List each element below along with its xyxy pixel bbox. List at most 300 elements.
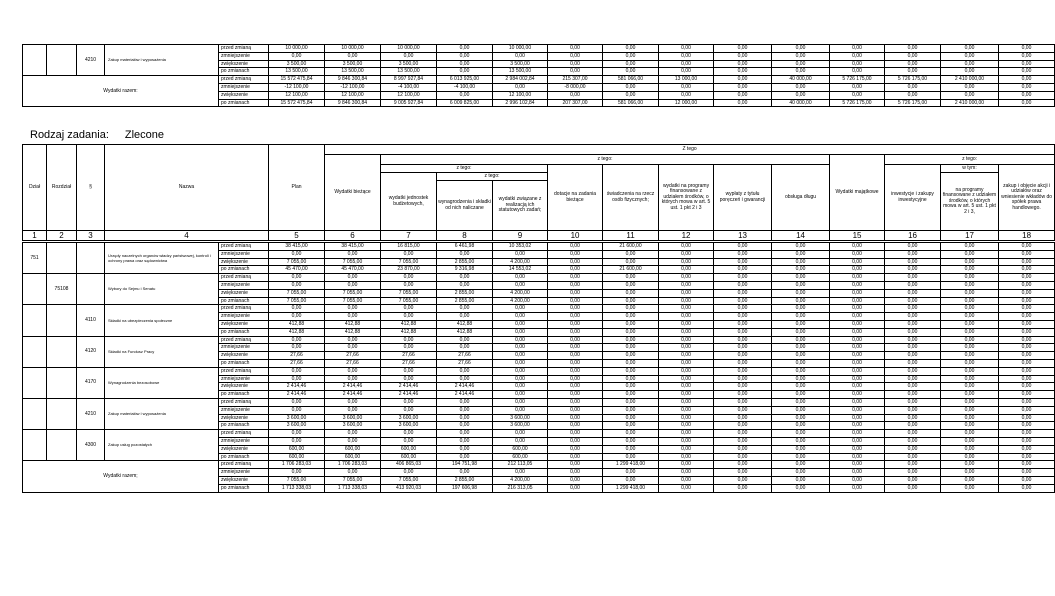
value-cell: 7 055,00: [381, 476, 437, 484]
row-label: zwiększenie: [219, 383, 269, 391]
value-cell: 0,00: [269, 437, 325, 445]
value-cell: 0,00: [885, 453, 941, 461]
header-majatkowe: Wydatki majątkowe: [830, 155, 885, 231]
value-cell: 0,00: [659, 344, 714, 352]
value-cell: 9 846 300,84: [325, 99, 381, 107]
value-cell: 0,00: [381, 375, 437, 383]
value-cell: 38 415,00: [269, 243, 325, 251]
header-wynagrodzenia: wynagrodzenia i składki od nich naliczane: [437, 181, 493, 231]
value-cell: 0,00: [603, 258, 659, 266]
column-header: [22, 144, 1055, 241]
table-row: [23, 398, 1055, 406]
value-cell: 0,00: [714, 375, 772, 383]
value-cell: 0,00: [548, 352, 603, 360]
value-cell: 27,66: [381, 352, 437, 360]
value-cell: 0,00: [714, 45, 772, 53]
value-cell: 0,00: [603, 359, 659, 367]
value-cell: 0,00: [885, 430, 941, 438]
value-cell: 0,00: [772, 453, 830, 461]
value-cell: 0,00: [941, 375, 999, 383]
value-cell: 14 553,02: [493, 266, 548, 274]
value-cell: 0,00: [772, 83, 830, 91]
value-cell: 0,00: [714, 281, 772, 289]
value-cell: 2 984 002,84: [493, 76, 548, 84]
value-cell: 0,00: [603, 352, 659, 360]
value-cell: 5 726 175,00: [885, 99, 941, 107]
value-cell: 10 000,00: [325, 45, 381, 53]
paragraf-cell: [77, 243, 105, 274]
value-cell: 0,00: [659, 484, 714, 492]
value-cell: 0,00: [493, 320, 548, 328]
value-cell: 0,00: [437, 437, 493, 445]
column-number: 2: [47, 231, 77, 241]
value-cell: 0,00: [437, 414, 493, 422]
value-cell: 0,00: [830, 445, 885, 453]
header-programy: wydatki na programy finansowane z udziałem środków, o których mowa w art. 5 ust. 1 pkt 2 i 3: [659, 165, 714, 231]
value-cell: 0,00: [548, 453, 603, 461]
value-cell: 0,00: [941, 52, 999, 60]
value-cell: 0,00: [772, 344, 830, 352]
value-cell: 0,00: [885, 60, 941, 68]
value-cell: 7 055,00: [325, 258, 381, 266]
value-cell: 0,00: [941, 258, 999, 266]
value-cell: 16 815,00: [381, 243, 437, 251]
value-cell: 0,00: [772, 469, 830, 477]
table-row: [23, 274, 1055, 282]
value-cell: 27,66: [269, 359, 325, 367]
value-cell: 406 865,03: [381, 461, 437, 469]
paragraf-cell: 4300: [77, 430, 105, 461]
value-cell: 0,00: [325, 406, 381, 414]
value-cell: 0,00: [941, 414, 999, 422]
value-cell: 0,00: [325, 313, 381, 321]
value-cell: 0,00: [999, 445, 1055, 453]
value-cell: 3 600,00: [493, 414, 548, 422]
value-cell: 0,00: [885, 414, 941, 422]
value-cell: 0,00: [941, 91, 999, 99]
value-cell: 0,00: [659, 398, 714, 406]
value-cell: 0,00: [772, 391, 830, 399]
value-cell: 0,00: [941, 68, 999, 76]
column-number: 18: [999, 231, 1055, 241]
value-cell: -12 100,00: [269, 83, 325, 91]
value-cell: 0,00: [493, 383, 548, 391]
value-cell: 0,00: [603, 305, 659, 313]
value-cell: 0,00: [885, 289, 941, 297]
value-cell: 0,00: [659, 45, 714, 53]
value-cell: 38 415,00: [325, 243, 381, 251]
row-label: zwiększenie: [219, 289, 269, 297]
value-cell: 0,00: [941, 469, 999, 477]
value-cell: 21 600,00: [603, 243, 659, 251]
value-cell: 0,00: [772, 422, 830, 430]
dzial-cell: [23, 336, 47, 367]
value-cell: 0,00: [772, 430, 830, 438]
value-cell: 0,00: [437, 281, 493, 289]
value-cell: 0,00: [830, 476, 885, 484]
value-cell: 0,00: [941, 422, 999, 430]
value-cell: 212 113,05: [493, 461, 548, 469]
value-cell: 0,00: [999, 274, 1055, 282]
value-cell: 0,00: [999, 83, 1055, 91]
group-label: Wydatki razem:: [23, 76, 219, 107]
header-w-tym: w tym:: [941, 165, 999, 173]
value-cell: 1 713 338,03: [269, 484, 325, 492]
value-cell: 600,00: [325, 445, 381, 453]
value-cell: 412,88: [269, 320, 325, 328]
row-label: po zmianach: [219, 453, 269, 461]
value-cell: 0,00: [548, 60, 603, 68]
value-cell: 0,00: [999, 398, 1055, 406]
value-cell: 0,00: [548, 258, 603, 266]
header-dotacje: dotacje na zadania bieżące: [548, 165, 603, 231]
value-cell: 0,00: [999, 383, 1055, 391]
value-cell: 0,00: [830, 383, 885, 391]
value-cell: 0,00: [659, 250, 714, 258]
row-label: przed zmianą: [219, 45, 269, 53]
value-cell: 0,00: [548, 422, 603, 430]
value-cell: 0,00: [493, 367, 548, 375]
value-cell: 600,00: [493, 453, 548, 461]
value-cell: 0,00: [941, 45, 999, 53]
value-cell: 2 414,46: [325, 383, 381, 391]
value-cell: 0,00: [999, 414, 1055, 422]
value-cell: 0,00: [772, 60, 830, 68]
value-cell: 0,00: [548, 391, 603, 399]
value-cell: 215 307,00: [548, 76, 603, 84]
paragraf-cell: 4170: [77, 367, 105, 398]
value-cell: 0,00: [659, 243, 714, 251]
dzial-cell: [23, 274, 47, 305]
value-cell: 0,00: [548, 359, 603, 367]
value-cell: 0,00: [772, 383, 830, 391]
value-cell: 21 600,00: [603, 266, 659, 274]
value-cell: 0,00: [885, 383, 941, 391]
value-cell: 0,00: [999, 437, 1055, 445]
value-cell: 0,00: [493, 313, 548, 321]
value-cell: 0,00: [603, 422, 659, 430]
value-cell: 0,00: [659, 367, 714, 375]
value-cell: 2 414,46: [269, 391, 325, 399]
paragraf-cell: 4210: [77, 45, 105, 76]
row-label: przed zmianą: [219, 430, 269, 438]
value-cell: 0,00: [659, 91, 714, 99]
value-cell: 0,00: [714, 52, 772, 60]
value-cell: 1 706 283,03: [325, 461, 381, 469]
value-cell: 0,00: [885, 52, 941, 60]
value-cell: 9 316,98: [437, 266, 493, 274]
value-cell: 0,00: [381, 281, 437, 289]
value-cell: 0,00: [772, 281, 830, 289]
row-label: przed zmianą: [219, 336, 269, 344]
value-cell: 0,00: [437, 344, 493, 352]
value-cell: 2 855,00: [437, 476, 493, 484]
value-cell: 0,00: [999, 359, 1055, 367]
value-cell: 0,00: [493, 469, 548, 477]
dzial-cell: [23, 367, 47, 398]
value-cell: 0,00: [603, 328, 659, 336]
data-table: [22, 242, 1055, 493]
value-cell: 0,00: [603, 281, 659, 289]
value-cell: 15 572 475,84: [269, 76, 325, 84]
value-cell: 197 606,98: [437, 484, 493, 492]
value-cell: 0,00: [548, 484, 603, 492]
value-cell: 12 100,00: [493, 91, 548, 99]
value-cell: 600,00: [325, 453, 381, 461]
value-cell: 0,00: [999, 305, 1055, 313]
value-cell: 9 846 300,84: [325, 76, 381, 84]
row-label: zmniejszenie: [219, 437, 269, 445]
value-cell: 0,00: [548, 445, 603, 453]
value-cell: 0,00: [830, 437, 885, 445]
value-cell: 0,00: [941, 60, 999, 68]
value-cell: 0,00: [772, 289, 830, 297]
value-cell: 2 414,46: [381, 383, 437, 391]
value-cell: 0,00: [999, 484, 1055, 492]
value-cell: 0,00: [941, 430, 999, 438]
table-row: [23, 243, 1055, 251]
value-cell: 0,00: [941, 461, 999, 469]
value-cell: 0,00: [714, 328, 772, 336]
value-cell: 0,00: [941, 344, 999, 352]
value-cell: 0,00: [548, 52, 603, 60]
row-label: zmniejszenie: [219, 375, 269, 383]
value-cell: 0,00: [659, 445, 714, 453]
row-label: przed zmianą: [219, 461, 269, 469]
value-cell: 0,00: [772, 336, 830, 344]
row-label: po zmianach: [219, 422, 269, 430]
value-cell: 0,00: [381, 437, 437, 445]
value-cell: 0,00: [325, 250, 381, 258]
value-cell: 0,00: [269, 430, 325, 438]
value-cell: 0,00: [772, 352, 830, 360]
value-cell: 1 299 418,00: [603, 461, 659, 469]
row-label: po zmianach: [219, 266, 269, 274]
value-cell: 12 000,00: [659, 99, 714, 107]
value-cell: 0,00: [603, 375, 659, 383]
value-cell: 0,00: [659, 83, 714, 91]
value-cell: 0,00: [381, 250, 437, 258]
value-cell: 0,00: [381, 52, 437, 60]
value-cell: 7 055,00: [325, 476, 381, 484]
value-cell: 0,00: [999, 406, 1055, 414]
value-cell: 0,00: [830, 336, 885, 344]
value-cell: 0,00: [885, 274, 941, 282]
value-cell: 0,00: [999, 461, 1055, 469]
value-cell: 0,00: [885, 422, 941, 430]
value-cell: 0,00: [999, 52, 1055, 60]
value-cell: 0,00: [269, 52, 325, 60]
value-cell: 0,00: [659, 281, 714, 289]
value-cell: 0,00: [772, 258, 830, 266]
column-number: 14: [772, 231, 830, 241]
value-cell: 3 600,00: [325, 422, 381, 430]
value-cell: 10 000,00: [269, 45, 325, 53]
section-value: Zlecone: [124, 129, 165, 141]
row-label: po zmianach: [219, 99, 269, 107]
value-cell: 2 414,46: [437, 383, 493, 391]
header-akcje: zakup i objęcie akcji i udziałów oraz wniesienie wkładów do spółek prawa handlowego.: [999, 165, 1055, 231]
value-cell: 0,00: [885, 367, 941, 375]
value-cell: 0,00: [493, 336, 548, 344]
column-number: 12: [659, 231, 714, 241]
table-row: [23, 461, 1055, 469]
row-label: zmniejszenie: [219, 281, 269, 289]
column-number: 1: [23, 231, 47, 241]
value-cell: 0,00: [659, 352, 714, 360]
value-cell: 0,00: [999, 391, 1055, 399]
value-cell: 0,00: [659, 313, 714, 321]
column-number: 16: [885, 231, 941, 241]
value-cell: 0,00: [999, 352, 1055, 360]
value-cell: 0,00: [714, 437, 772, 445]
value-cell: 0,00: [603, 320, 659, 328]
value-cell: 2 410 000,00: [941, 99, 999, 107]
row-label: przed zmianą: [219, 305, 269, 313]
value-cell: 0,00: [437, 91, 493, 99]
value-cell: 1 299 418,00: [603, 484, 659, 492]
value-cell: 0,00: [603, 52, 659, 60]
value-cell: 7 055,00: [381, 297, 437, 305]
value-cell: 0,00: [437, 430, 493, 438]
value-cell: 0,00: [941, 250, 999, 258]
value-cell: 600,00: [381, 445, 437, 453]
value-cell: 15 572 475,84: [269, 99, 325, 107]
rozdzial-cell: [47, 367, 77, 398]
value-cell: 0,00: [999, 375, 1055, 383]
value-cell: 0,00: [999, 430, 1055, 438]
value-cell: 0,00: [830, 461, 885, 469]
value-cell: 0,00: [714, 336, 772, 344]
value-cell: 0,00: [830, 398, 885, 406]
value-cell: 3 600,00: [269, 422, 325, 430]
value-cell: 0,00: [714, 68, 772, 76]
value-cell: 0,00: [941, 367, 999, 375]
value-cell: 0,00: [941, 289, 999, 297]
value-cell: 0,00: [603, 414, 659, 422]
value-cell: 9 005 927,84: [381, 99, 437, 107]
row-label: zwiększenie: [219, 60, 269, 68]
value-cell: 0,00: [437, 305, 493, 313]
value-cell: 0,00: [603, 383, 659, 391]
header-rozdzial: Rozdział: [47, 145, 77, 231]
header-z-tego-3: z tego:: [437, 173, 548, 181]
value-cell: 0,00: [830, 344, 885, 352]
value-cell: 0,00: [325, 469, 381, 477]
value-cell: 0,00: [830, 60, 885, 68]
value-cell: 0,00: [437, 60, 493, 68]
value-cell: 0,00: [941, 484, 999, 492]
value-cell: 0,00: [999, 320, 1055, 328]
value-cell: 0,00: [493, 359, 548, 367]
value-cell: 0,00: [941, 453, 999, 461]
value-cell: 4 200,00: [493, 476, 548, 484]
value-cell: 0,00: [830, 453, 885, 461]
row-label: zmniejszenie: [219, 52, 269, 60]
value-cell: 0,00: [941, 328, 999, 336]
value-cell: 0,00: [659, 60, 714, 68]
value-cell: 0,00: [941, 406, 999, 414]
value-cell: 0,00: [772, 274, 830, 282]
value-cell: 0,00: [437, 398, 493, 406]
value-cell: 0,00: [830, 352, 885, 360]
header-poreczenia: wypłaty z tytułu poręczeń i gwarancji: [714, 165, 772, 231]
value-cell: 0,00: [659, 289, 714, 297]
value-cell: 0,00: [603, 437, 659, 445]
row-label: zwiększenie: [219, 320, 269, 328]
value-cell: 0,00: [659, 266, 714, 274]
value-cell: 0,00: [548, 250, 603, 258]
value-cell: 0,00: [772, 45, 830, 53]
header-nazwa: Nazwa: [105, 145, 269, 231]
value-cell: 0,00: [548, 297, 603, 305]
value-cell: 0,00: [381, 469, 437, 477]
value-cell: 0,00: [714, 297, 772, 305]
value-cell: 0,00: [999, 476, 1055, 484]
value-cell: 0,00: [999, 328, 1055, 336]
value-cell: 0,00: [659, 453, 714, 461]
value-cell: 0,00: [830, 91, 885, 99]
row-label: zwiększenie: [219, 352, 269, 360]
value-cell: 0,00: [269, 344, 325, 352]
value-cell: 13 500,00: [493, 68, 548, 76]
row-label: zwiększenie: [219, 91, 269, 99]
header-z-tego-2: z tego:: [381, 155, 830, 165]
value-cell: 0,00: [885, 359, 941, 367]
value-cell: 0,00: [493, 437, 548, 445]
value-cell: 0,00: [885, 68, 941, 76]
value-cell: 0,00: [941, 383, 999, 391]
row-label: zwiększenie: [219, 414, 269, 422]
value-cell: 0,00: [830, 45, 885, 53]
value-cell: 0,00: [830, 375, 885, 383]
value-cell: 0,00: [548, 398, 603, 406]
value-cell: 0,00: [381, 398, 437, 406]
value-cell: 0,00: [493, 281, 548, 289]
column-number: 3: [77, 231, 105, 241]
value-cell: 0,00: [714, 352, 772, 360]
value-cell: 0,00: [714, 274, 772, 282]
value-cell: 2 414,46: [381, 391, 437, 399]
value-cell: 0,00: [437, 336, 493, 344]
table-row: [23, 45, 1055, 53]
value-cell: 0,00: [999, 266, 1055, 274]
value-cell: 0,00: [437, 274, 493, 282]
value-cell: 0,00: [830, 422, 885, 430]
value-cell: 0,00: [603, 68, 659, 76]
rozdzial-cell: [47, 430, 77, 461]
value-cell: 0,00: [830, 367, 885, 375]
value-cell: 0,00: [269, 274, 325, 282]
row-label: przed zmianą: [219, 243, 269, 251]
value-cell: 581 066,00: [603, 76, 659, 84]
value-cell: 0,00: [603, 313, 659, 321]
header-z-tego: Z tego: [325, 145, 1055, 155]
value-cell: 40 000,00: [772, 76, 830, 84]
value-cell: 0,00: [941, 274, 999, 282]
row-label: zmniejszenie: [219, 83, 269, 91]
value-cell: 412,88: [325, 320, 381, 328]
value-cell: 0,00: [885, 406, 941, 414]
value-cell: 0,00: [772, 91, 830, 99]
value-cell: 0,00: [830, 313, 885, 321]
value-cell: 6 013 925,00: [437, 76, 493, 84]
header-programy-2: na programy finansowane z udziałem środków, o których mowa w art. 5 ust. 1 pkt 2 i 3,: [941, 173, 999, 231]
value-cell: 0,00: [325, 344, 381, 352]
value-cell: 10 000,00: [381, 45, 437, 53]
value-cell: 0,00: [941, 305, 999, 313]
value-cell: 412,88: [437, 320, 493, 328]
